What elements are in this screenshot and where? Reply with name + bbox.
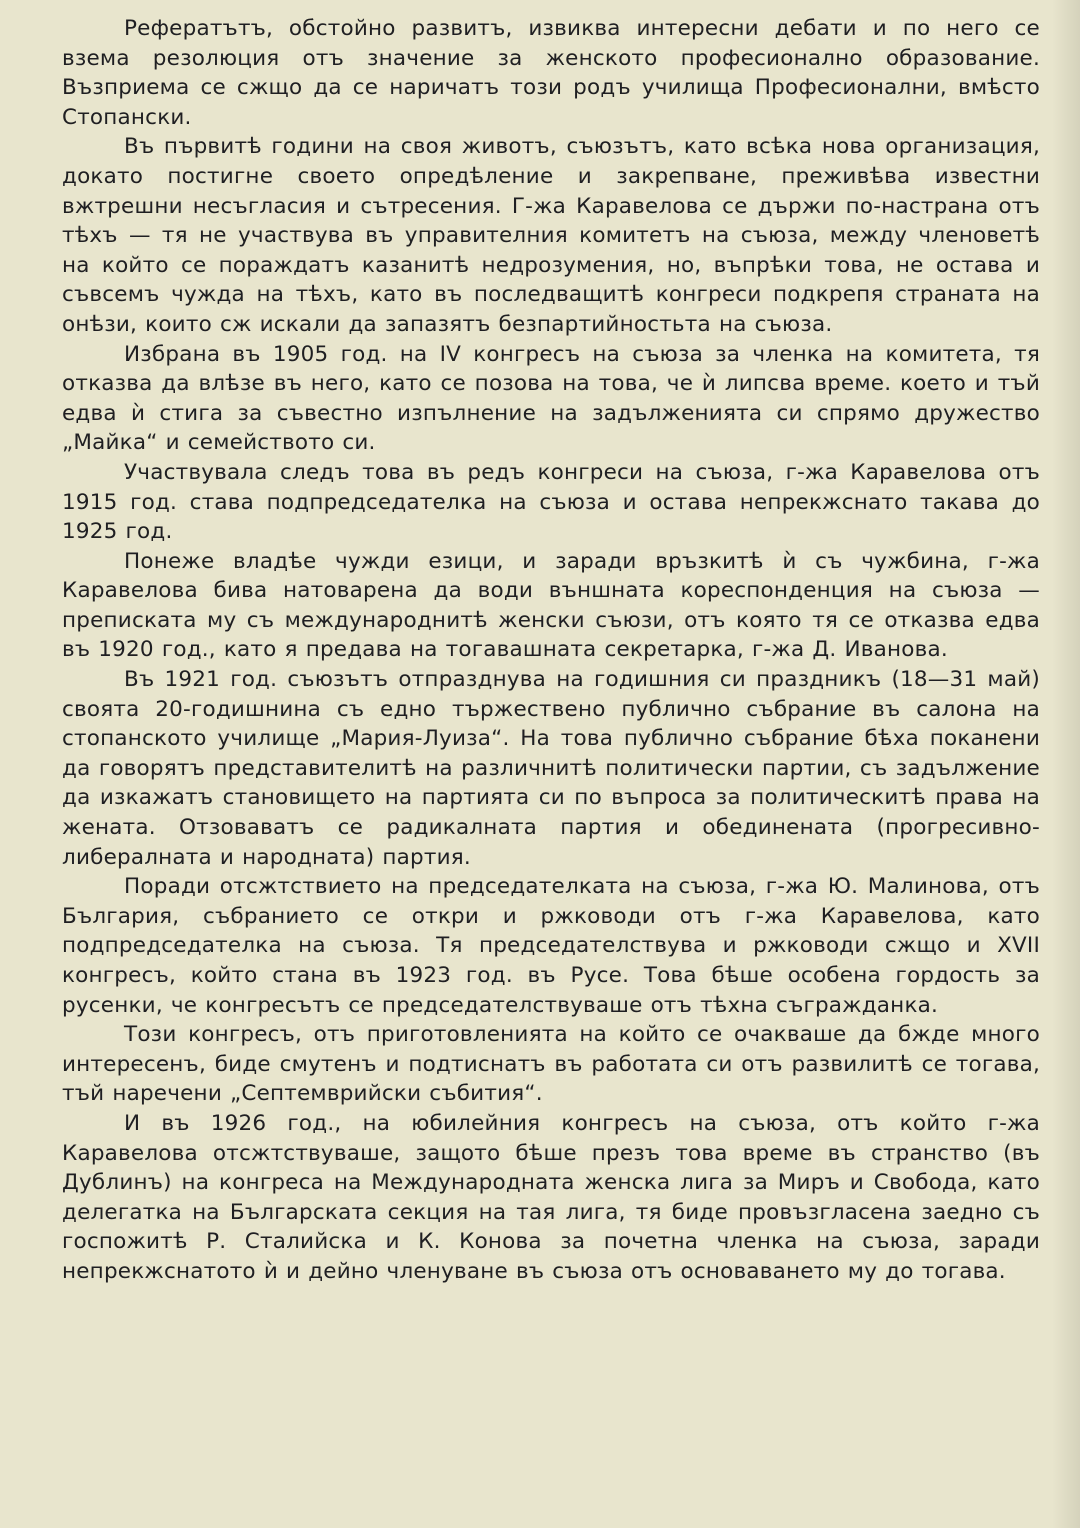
paragraph: Понеже владѣе чужди езици, и заради връзкитѣ ѝ съ чужбина, г-жа Каравелова бива натоварена да води външната кореспонденция на съюза — преписката му съ международнитѣ женски съюзи, отъ която тя се отказва едва въ 1920 год., като я предава на тогавашната секретарка, г-жа Д. Иванова.	[62, 548, 1040, 663]
page-text-block	[62, 14, 1040, 1287]
paragraph: Избрана въ 1905 год. на IV конгресъ на съюза за членка на комитета, тя отказва да влѣзе въ него, като се позова на това, че ѝ липсва време. което и тъй едва ѝ стига за съвестно изпълнение на задълженията си спрямо дружество „Майка“ и семейството си.	[62, 341, 1040, 456]
paragraph: Участвувала следъ това въ редъ конгреси на съюза, г-жа Каравелова отъ 1915 год. става подпредседателка на съюза и остава непрекжснато такава до 1925 год.	[62, 459, 1040, 545]
paragraph: Въ първитѣ години на своя животъ, съюзътъ, като всѣка нова организация, докато постигне своето опредѣление и закрепване, преживѣва известни вжтрешни несъгласия и сътресения. Г-жа Каравелова се държи по-настрана отъ тѣхъ — тя не участвува въ управителния комитетъ на съюза, между членоветѣ на който се пораждатъ казанитѣ недрозумения, но, въпрѣки това, не остава и съвсемъ чужда на тѣхъ, като въ последващитѣ конгреси подкрепя страната на онѣзи, които сж искали да запазятъ безпартийностьта на съюза.	[62, 134, 1040, 337]
page-edge-shadow	[1052, 0, 1080, 1528]
paragraph: Въ 1921 год. съюзътъ отпразднува на годишния си праздникъ (18—31 май) своята 20-годишнина съ едно тържествено публично събрание въ салона на стопанското училище „Мария-Луиза“. На това публично събрание бѣха поканени да говорятъ представителитѣ на различнитѣ политически партии, съ задължение да изкажатъ становището на партията си по въпроса за политическитѣ права на жената. Отзоваватъ се радикалната партия и обединената (прогресивно-либералната и народната) партия.	[62, 667, 1040, 870]
paragraph: Рефератътъ, обстойно развитъ, извиква интересни дебати и по него се взема резолюция отъ значение за женското професионално образование. Възприема се сжщо да се наричатъ този родъ училища Професионални, вмѣсто Стопански.	[62, 16, 1040, 130]
paragraph: Поради отсжтствието на председателката на съюза, г-жа Ю. Малинова, отъ България, събранието се откри и ржководи отъ г-жа Каравелова, като подпредседателка на съюза. Тя председателствува и ржководи сжщо и XVII конгресъ, който стана въ 1923 год. въ Русе. Това бѣше особена гордость за русенки, че конгресътъ се председателствуваше отъ тѣхна съгражданка.	[62, 874, 1040, 1018]
paragraph: Този конгресъ, отъ приготовленията на който се очакваше да бжде много интересенъ, биде смутенъ и подтиснатъ въ работата си отъ развилитѣ се тогава, тъй наречени „Септемврийски събития“.	[62, 1022, 1040, 1107]
paragraph: И въ 1926 год., на юбилейния конгресъ на съюза, отъ който г-жа Каравелова отсжтствуваше, защото бѣше презъ това време въ странство (въ Дублинъ) на конгреса на Международната женска лига за Миръ и Свобода, като делегатка на Българската секция на тая лига, тя биде провъзгласена заедно съ госпожитѣ Р. Сталийска и К. Конова за почетна членка на съюза, заради непрекжснатото ѝ и дейно членуване въ съюза отъ основаването му до тогава.	[62, 1110, 1040, 1284]
